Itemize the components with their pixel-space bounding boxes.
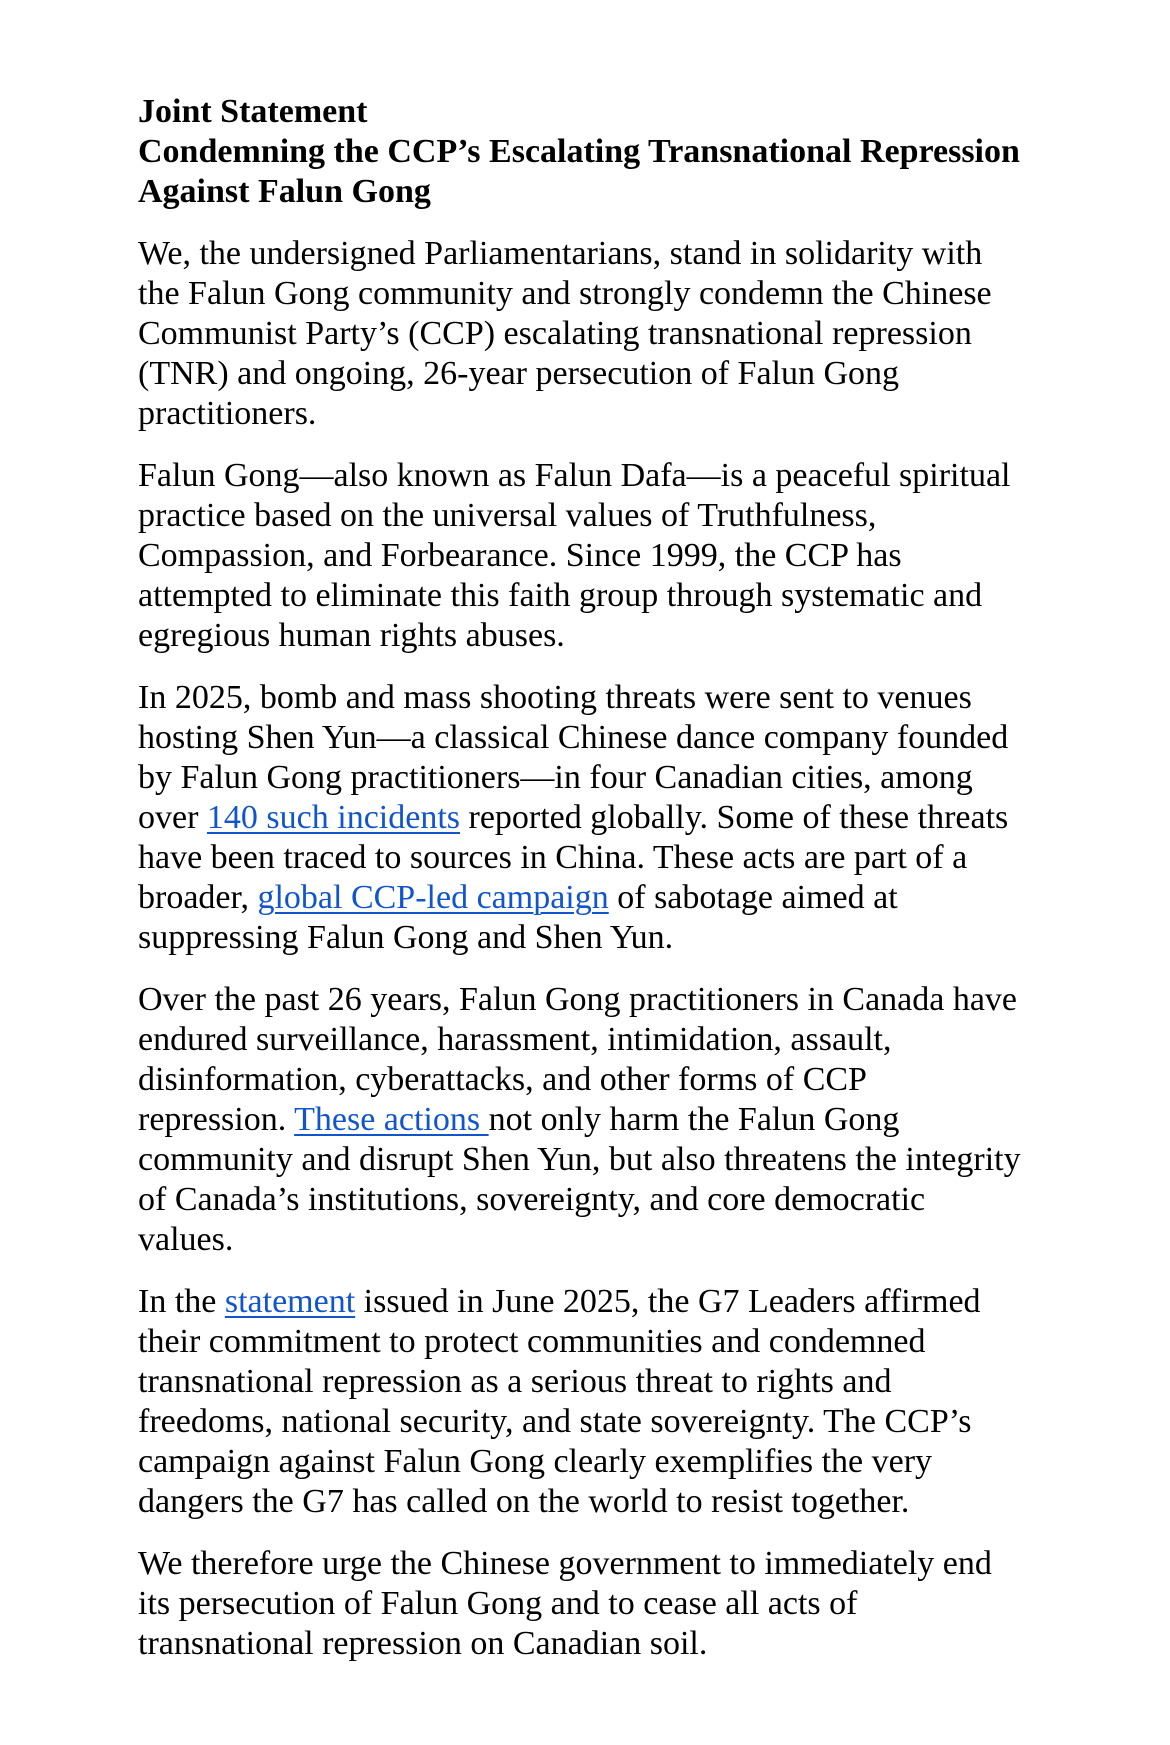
paragraph-5 [138,1282,1138,1522]
text-line [138,496,1138,536]
text-segment: values. [138,1221,234,1258]
text-line [138,1584,1138,1624]
text-segment: In 2025, bomb and mass shooting threats were sent to venues [138,679,972,716]
text-segment: community and disrupt Shen Yun, but also threatens the integrity [138,1141,1021,1178]
text-segment: transnational repression as a serious threat to rights and [138,1363,892,1400]
text-line [138,1060,1138,1100]
paragraph-6 [138,1544,1138,1664]
text-segment: transnational repression on Canadian soil. [138,1625,708,1662]
text-line [138,314,1138,354]
text-line [138,354,1138,394]
paragraph-3 [138,678,1138,958]
text-line [138,536,1138,576]
text-line [138,838,1138,878]
text-line [138,1282,1138,1322]
text-segment: We therefore urge the Chinese government to immediately end [138,1545,992,1582]
text-line [138,718,1138,758]
text-line [138,1402,1138,1442]
text-segment: have been traced to sources in China. These acts are part of a [138,839,968,876]
text-segment: hosting Shen Yun—a classical Chinese dance company founded [138,719,1009,756]
text-line [138,758,1138,798]
text-line [138,576,1138,616]
text-line [138,1100,1138,1140]
text-line [138,878,1138,918]
text-line [138,274,1138,314]
text-segment: reported globally. Some of these threats [460,799,1009,836]
paragraph-1 [138,234,1138,434]
text-segment: endured surveillance, harassment, intimidation, assault, [138,1021,892,1058]
title-line-2: Condemning the CCP’s Escalating Transnational Repression [138,133,1020,170]
text-line [138,1322,1138,1362]
text-line [138,1362,1138,1402]
text-line [138,1544,1138,1584]
text-line [138,234,1138,274]
text-segment: Compassion, and Forbearance. Since 1999, the CCP has [138,537,902,574]
text-line [138,1624,1138,1664]
text-segment: suppressing Falun Gong and Shen Yun. [138,919,674,956]
text-segment: of sabotage aimed at [608,879,898,916]
text-segment: repression. [138,1101,295,1138]
text-segment: egregious human rights abuses. [138,617,565,654]
document-title [138,92,1138,212]
text-line [138,980,1138,1020]
text-line [138,456,1138,496]
text-segment: broader, [138,879,258,916]
text-line [138,1020,1138,1060]
text-line [138,918,1138,958]
text-segment: not only harm the Falun Gong [488,1101,900,1138]
link-these-actions[interactable]: These actions [294,1101,489,1138]
document-body [138,234,1138,1664]
document-content [138,92,1138,1686]
text-segment: their commitment to protect communities and condemned [138,1323,926,1360]
text-segment: campaign against Falun Gong clearly exemplifies the very [138,1443,933,1480]
text-segment: issued in June 2025, the G7 Leaders affirmed [355,1283,981,1320]
text-segment: by Falun Gong practitioners—in four Canadian cities, among [138,759,973,796]
text-segment: of Canada’s institutions, sovereignty, and core democratic [138,1181,926,1218]
text-line [138,1442,1138,1482]
text-line [138,1482,1138,1522]
text-segment: practice based on the universal values of Truthfulness, [138,497,877,534]
text-segment: the Falun Gong community and strongly condemn the Chinese [138,275,992,312]
text-segment: Communist Party’s (CCP) escalating transnational repression [138,315,972,352]
text-segment: In the [138,1283,225,1320]
title-line-1: Joint Statement [138,93,368,130]
text-segment: disinformation, cyberattacks, and other forms of CCP [138,1061,867,1098]
text-line [138,1140,1138,1180]
text-segment: its persecution of Falun Gong and to cease all acts of [138,1585,858,1622]
link-statement[interactable]: statement [224,1283,356,1320]
text-line [138,798,1138,838]
text-segment: over [138,799,207,836]
text-segment: Falun Gong—also known as Falun Dafa—is a peaceful spiritual [138,457,1011,494]
text-line [138,678,1138,718]
link-140-such-incidents[interactable]: 140 such incidents [206,799,460,836]
text-line [138,1220,1138,1260]
text-segment: attempted to eliminate this faith group through systematic and [138,577,983,614]
text-segment: Over the past 26 years, Falun Gong practitioners in Canada have [138,981,1018,1018]
text-line [138,616,1138,656]
text-segment: (TNR) and ongoing, 26-year persecution of Falun Gong [138,355,900,392]
text-segment: dangers the G7 has called on the world to resist together. [138,1483,910,1520]
title-line-3: Against Falun Gong [138,173,431,210]
text-line [138,1180,1138,1220]
text-line [138,394,1138,434]
paragraph-2 [138,456,1138,656]
paragraph-4 [138,980,1138,1260]
link-global-ccp-led-campaign[interactable]: global CCP-led campaign [257,879,609,916]
text-segment: practitioners. [138,395,317,432]
text-segment: freedoms, national security, and state sovereignty. The CCP’s [138,1403,972,1440]
text-segment: We, the undersigned Parliamentarians, stand in solidarity with [138,235,983,272]
